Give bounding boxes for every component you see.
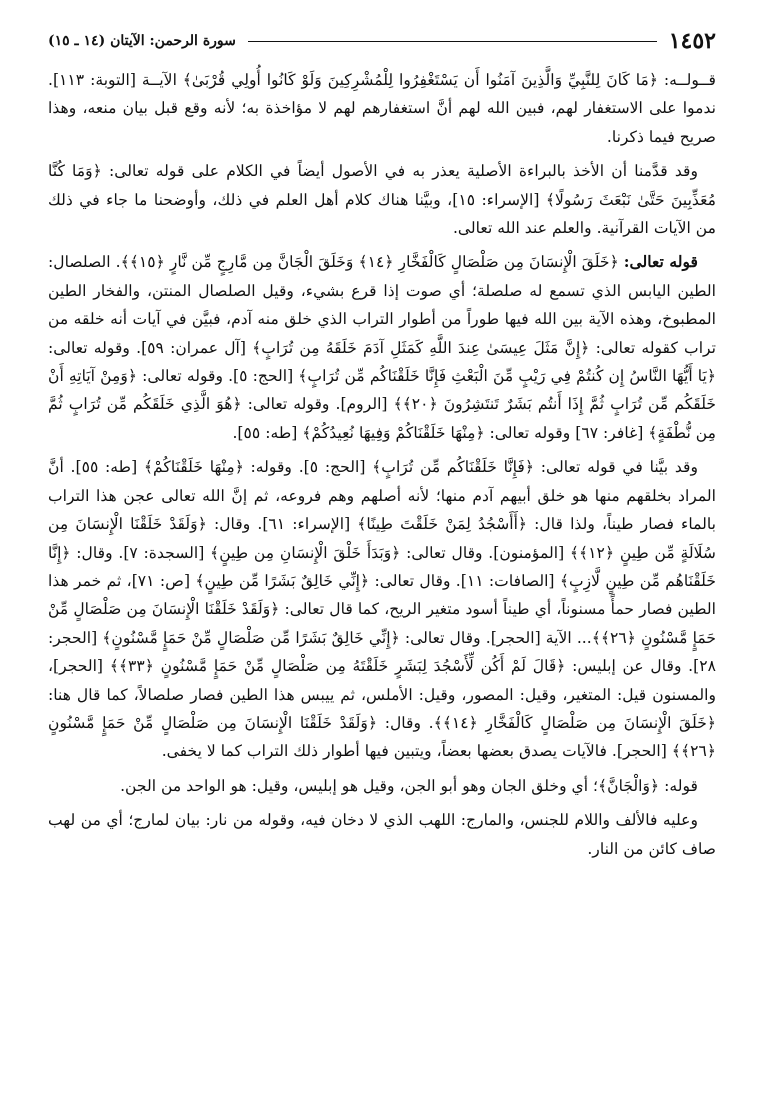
section-paragraph <box>48 248 716 447</box>
paragraph-text: وقد بيَّنا في قوله تعالى: ﴿فَإِنَّا خَلَقْنَاكُم مِّن تُرَابٍ﴾ [الحج: ٥]. وقوله: ﴿مِنْهَا خَلَقْنَاكُمْ﴾ [طه: ٥٥]. أنَّ المراد بخلقهم منها هو خلق أبيهم آدم منها؛ لأنه أصلهم وهم فروعه، ثم إنَّ الله تعالى عجن هذا التراب بالماء فصار طيناً، ولذا قال: ﴿أَأَسْجُدُ لِمَنْ خَلَقْتَ طِينًا﴾ [الإسراء: ٦١]. وقال: ﴿وَلَقَدْ خَلَقْنَا الْإِنسَانَ مِن سُلَالَةٍ مِّن طِينٍ ﴿١٢﴾﴾ [المؤمنون]. وقال تعالى: ﴿وَبَدَأَ خَلْقَ الْإِنسَانِ مِن طِينٍ﴾ [السجدة: ٧]. وقال: ﴿إِنَّا خَلَقْنَاهُم مِّن طِينٍ لَّازِبٍ﴾ [الصافات: ١١]. وقال تعالى: ﴿إِنِّي خَالِقٌ بَشَرًا مِّن طِينٍ﴾ [ص: ٧١]، ثم خمر هذا الطين فصار حمأً مسنوناً، أي طيناً أسود متغير الريح، كما قال تعالى: ﴿وَلَقَدْ خَلَقْنَا الْإِنسَانَ مِن صَلْصَالٍ مِّنْ حَمَإٍ مَّسْنُونٍ ﴿٢٦﴾﴾... الآية [الحجر]. وقال تعالى: ﴿إِنِّي خَالِقٌ بَشَرًا مِّن صَلْصَالٍ مِّنْ حَمَإٍ مَّسْنُونٍ﴾ [الحجر: ٢٨]. وقال عن إبليس: ﴿قَالَ لَمْ أَكُن لِّأَسْجُدَ لِبَشَرٍ خَلَقْتَهُ مِن صَلْصَالٍ مِّنْ حَمَإٍ مَّسْنُونٍ ﴿٣٣﴾﴾ [الحجر]، والمسنون قيل: المتغير، وقيل: المصور، وقيل: الأملس، ثم ييبس هذا الطين فصار صلصالاً، كما قال هنا: ﴿خَلَقَ الْإِنسَانَ مِن صَلْصَالٍ كَالْفَخَّارِ ﴿١٤﴾﴾. وقال: ﴿وَلَقَدْ خَلَقْنَا الْإِنسَانَ مِن صَلْصَالٍ مِّنْ حَمَإٍ مَّسْنُونٍ ﴿٢٦﴾﴾ [الحجر]. فالآيات يصدق بعضها بعضاً، ويتبين فيها أطوار ذلك التراب كما لا يخفى. <box>48 458 716 761</box>
section-label: قوله تعالى: <box>623 252 698 272</box>
paragraph-text: قــولــه: ﴿مَا كَانَ لِلنَّبِيِّ وَالَّذِينَ آمَنُوا أَن يَسْتَغْفِرُوا لِلْمُشْرِكِينَ وَلَوْ كَانُوا أُولِي قُرْبَىٰ﴾ الآيــة [التوبة: ١١٣]. ندموا على الاستغفار لهم، فبين الله لهم أنَّ استغفارهم لهم لا مؤاخذة به؛ لأنه وقع قبل بيان منعه، وهذا صريح فيما ذكرنا. <box>48 71 716 146</box>
paragraph <box>48 453 716 765</box>
paragraph-text: وعليه فالألف واللام للجنس، والمارج: اللهب الذي لا دخان فيه، وقوله من نار: بيان لمارج؛ أي من لهب صاف كائن من النار. <box>48 811 716 858</box>
paragraph-text: قوله: ﴿وَالْجَانَّ﴾؛ أي وخلق الجان وهو أبو الجن، وقيل هو إبليس، وقيل: هو الواحد من الجن. <box>120 776 698 795</box>
document-page <box>48 26 716 1086</box>
paragraph-text: وقد قدَّمنا أن الأخذ بالبراءة الأصلية يعذر به في الأصول أيضاً في الكلام على قوله تعالى: ﴿وَمَا كُنَّا مُعَذِّبِينَ حَتَّىٰ نَبْعَثَ رَسُولًا﴾ [الإسراء: ١٥]، وبيَّنا هناك كلام أهل العلم في ذلك، وأوضحنا ما جاء في ذلك من الآيات القرآنية. والعلم عند الله تعالى. <box>48 162 716 238</box>
paragraph <box>48 66 716 151</box>
paragraph <box>48 772 716 800</box>
running-header-title: سورة الرحمن: الآيتان (١٤ ـ ١٥) <box>48 33 236 49</box>
paragraph <box>48 806 716 863</box>
paragraph <box>48 157 716 242</box>
page-number: ١٤٥٢ <box>668 28 716 54</box>
paragraph-text: ﴿خَلَقَ الْإِنسَانَ مِن صَلْصَالٍ كَالْفَخَّارِ ﴿١٤﴾ وَخَلَقَ الْجَانَّ مِن مَّارِجٍ مِّن نَّارٍ ﴿١٥﴾﴾. الصلصال: الطين اليابس الذي تسمع له صلصلة؛ أي صوت إذا قرع بشيء، وقيل الصلصال المنتن، والفخار الطين المطبوخ، وهذه الآية بين الله فيها طوراً من أطوار التراب الذي خلق منه آدم، فبيَّن في آيات أنه خلقه من تراب كقوله تعالى: ﴿إِنَّ مَثَلَ عِيسَىٰ عِندَ اللَّهِ كَمَثَلِ آدَمَ خَلَقَهُ مِن تُرَابٍ﴾ [آل عمران: ٥٩]. وقوله تعالى: ﴿يَا أَيُّهَا النَّاسُ إِن كُنتُمْ فِي رَيْبٍ مِّنَ الْبَعْثِ فَإِنَّا خَلَقْنَاكُم مِّن تُرَابٍ﴾ [الحج: ٥]. وقوله تعالى: ﴿وَمِنْ آيَاتِهِ أَنْ خَلَقَكُم مِّن تُرَابٍ ثُمَّ إِذَا أَنتُم بَشَرٌ تَنتَشِرُونَ ﴿٢٠﴾﴾ [الروم]. وقوله تعالى: ﴿هُوَ الَّذِي خَلَقَكُم مِّن تُرَابٍ ثُمَّ مِن نُّطْفَةٍ﴾ [غافر: ٦٧] وقوله تعالى: ﴿مِنْهَا خَلَقْنَاكُمْ وَفِيهَا نُعِيدُكُمْ﴾ [طه: ٥٥]. <box>48 253 716 442</box>
page-header <box>48 26 716 56</box>
body-text <box>48 66 716 863</box>
header-rule <box>248 41 657 42</box>
